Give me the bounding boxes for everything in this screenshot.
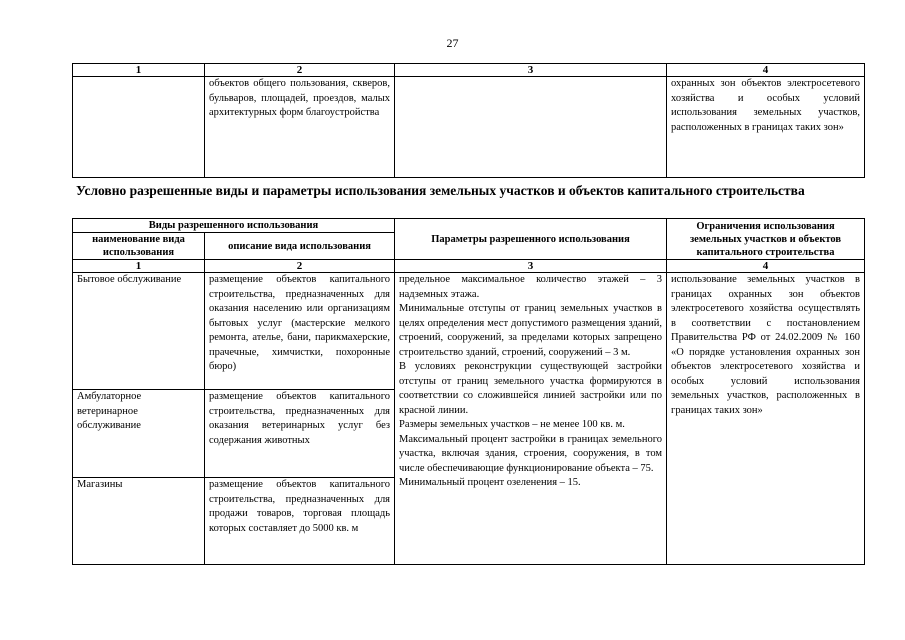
top-cell-1 [73,77,205,178]
section-title: Условно разрешенные виды и параметры использования земельных участков и объектов капитального строительства [76,183,805,198]
header-uses-group: Виды разрешенного использования [73,219,395,233]
use-name: Магазины [73,478,205,565]
table-row [73,273,865,390]
use-name: Бытовое обслуживание [73,273,205,390]
top-cell-4: охранных зон объектов электросетевого хозяйства и особых условий использования земельных участков, расположенных в границах таких зон» [667,77,865,178]
top-cell-2: объектов общего пользования, скверов, бульваров, площадей, проездов, малых архитектурных форм благоустройства [205,77,395,178]
number-cell-2: 2 [205,260,395,273]
column-number-4: 4 [667,64,865,77]
number-cell-4: 4 [667,260,865,273]
header-restrictions: Ограничения использования земельных участков и объектов капитального строительства [667,219,865,260]
use-name: Амбулаторное ветеринарное обслуживание [73,390,205,478]
top-cell-3 [395,77,667,178]
top-table-continuation [72,63,865,178]
header-parameters: Параметры разрешенного использования [395,219,667,260]
column-number-2: 2 [205,64,395,77]
parameter-text: Минимальные отступы от границ земельных участков в целях определения мест допустимого размещения зданий, строений, сооружений, за пределами которых запрещено строительство зданий, строений, сооружений – 3 м. [399,303,663,358]
parameter-text: Размеры земельных участков – не менее 100 кв. м. [399,419,625,430]
number-cell-3: 3 [395,260,667,273]
parameter-text: В условиях реконструкции существующей застройки отступы от границ земельного участка формируются в соответствии со сложившейся линией застройки или по красной линии. [399,361,663,416]
header-row-1 [73,219,865,233]
parameters-cell [395,273,667,565]
top-table-header-row [73,64,865,77]
conditional-uses-table [72,218,865,565]
page-number: 27 [446,36,459,50]
use-description: размещение объектов капитального строительства, предназначенных для оказания ветеринарных услуг без содержания животных [205,390,395,478]
column-number-1: 1 [73,64,205,77]
parameter-text: предельное максимальное количество этажей – 3 надземных этажа. [399,274,663,300]
header-use-description: описание вида использования [205,233,395,260]
parameter-text: Максимальный процент застройки в границах земельного участка, включая здания, строения, сооружения, в том числе обеспечивающие функционирование объекта – 75. [399,433,663,474]
number-cell-1: 1 [73,260,205,273]
column-number-3: 3 [395,64,667,77]
restrictions-cell: использование земельных участков в границах охранных зон объектов электросетевого хозяйства осуществлять в соответствии с постановлением Правительства РФ от 24.02.2009 № 160 «О порядке установления охранных зон объектов электросетевого хозяйства и особых условий использования земельных участков, расположенных в границах таких зон» [667,273,865,565]
header-use-name: наименование вида использования [73,233,205,260]
use-description: размещение объектов капитального строительства, предназначенных для оказания населению или организациям бытовых услуг (мастерские мелкого ремонта, ателье, бани, парикмахерские, прачечные, химчистки, похоронные бюро) [205,273,395,390]
parameter-text: Минимальный процент озеленения – 15. [399,477,581,488]
number-row [73,260,865,273]
use-description: размещение объектов капитального строительства, предназначенных для продажи товаров, торговая площадь которых составляет до 5000 кв. м [205,478,395,565]
table-row [73,77,865,178]
